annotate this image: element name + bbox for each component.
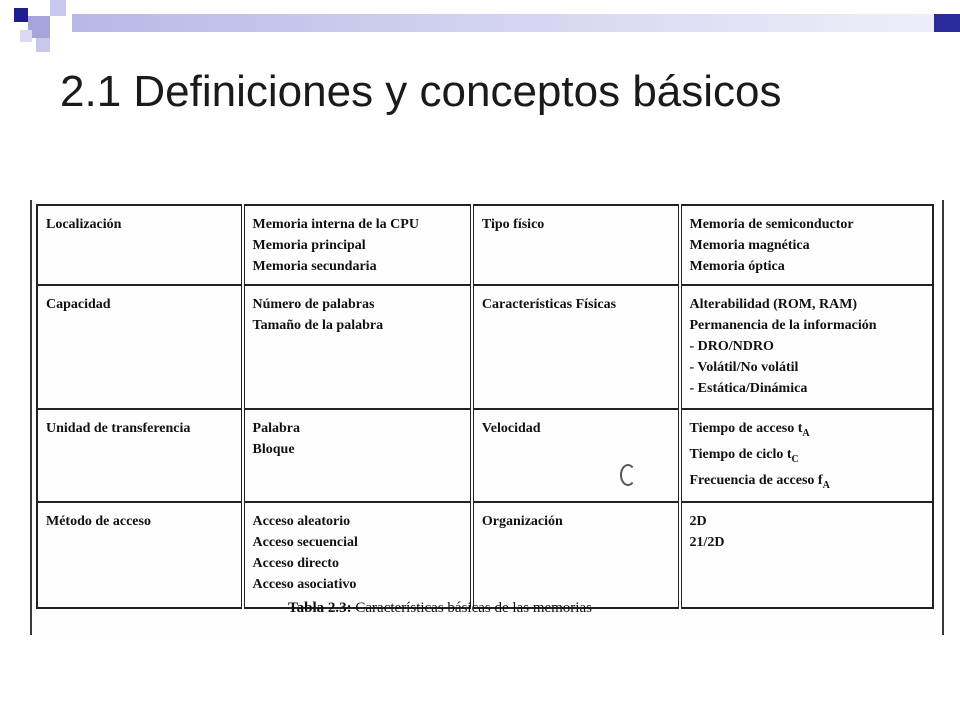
row-values (243, 502, 472, 608)
scan-edge-right (942, 200, 944, 635)
row-values (243, 409, 472, 502)
decor-square (36, 38, 50, 52)
value-item: Memoria secundaria (252, 259, 377, 274)
value-item: Memoria principal (252, 238, 366, 253)
slide-title: 2.1 Definiciones y conceptos básicos (60, 67, 782, 116)
value-item: Acceso asociativo (252, 577, 357, 593)
row-values (680, 285, 934, 409)
value-item: 2D (689, 514, 707, 530)
scanned-table-image (30, 200, 944, 635)
row-values (680, 205, 934, 285)
row-values (680, 502, 934, 608)
row-label: Velocidad (472, 409, 680, 502)
value-item: Acceso directo (252, 556, 339, 572)
decor-square (20, 30, 32, 42)
value-text: Frecuencia de acceso f (689, 472, 823, 488)
value-item: Acceso secuencial (252, 535, 358, 551)
value-item: - Volátil/No volátil (689, 360, 799, 375)
row-label: Capacidad (37, 285, 243, 409)
row-values (243, 205, 472, 285)
value-item: Alterabilidad (ROM, RAM) (689, 297, 858, 312)
decor-square (14, 8, 28, 22)
value-item: Memoria interna de la CPU (252, 217, 419, 232)
memory-characteristics-table (36, 204, 934, 609)
scan-pen-mark (620, 464, 636, 486)
value-text: Tiempo de acceso t (689, 421, 803, 436)
caption-text: Características básicas de las memorias (355, 600, 592, 616)
row-label: Características Físicas (472, 285, 680, 409)
subscript: A (822, 479, 830, 491)
decor-square (50, 0, 66, 16)
value-item: Acceso aleatorio (252, 514, 351, 530)
value-item (690, 418, 925, 444)
caption-label: Tabla 2.3: (288, 600, 352, 616)
value-item: 21/2D (689, 535, 725, 551)
value-item: Número de palabras (252, 297, 375, 312)
table-row (37, 205, 933, 285)
value-item (690, 444, 925, 470)
subscript: A (802, 427, 810, 439)
row-label: Localización (37, 205, 243, 285)
value-item: Tamaño de la palabra (252, 318, 384, 333)
value-item: - Estática/Dinámica (689, 381, 808, 396)
table-row (37, 502, 933, 608)
table-caption (288, 600, 788, 617)
value-item: - DRO/NDRO (689, 339, 774, 354)
row-values (680, 409, 934, 502)
header-bar (72, 14, 934, 32)
slide-header-decoration (0, 0, 960, 60)
table-row (37, 409, 933, 502)
scan-edge-left (30, 200, 32, 635)
value-item: Bloque (252, 442, 295, 457)
row-label: Método de acceso (37, 502, 243, 608)
value-text: Tiempo de ciclo t (689, 446, 792, 462)
value-item: Memoria magnética (689, 238, 810, 253)
header-bar-end (934, 14, 960, 32)
value-item (690, 470, 925, 496)
row-values (243, 285, 472, 409)
row-label: Organización (472, 502, 680, 608)
table-row (37, 285, 933, 409)
row-label: Unidad de transferencia (37, 409, 243, 502)
row-label: Tipo físico (472, 205, 680, 285)
value-item: Memoria óptica (689, 259, 785, 274)
value-item: Palabra (252, 421, 300, 436)
subscript: C (791, 453, 799, 465)
value-item: Permanencia de la información (689, 318, 877, 333)
value-item: Memoria de semiconductor (689, 217, 854, 232)
